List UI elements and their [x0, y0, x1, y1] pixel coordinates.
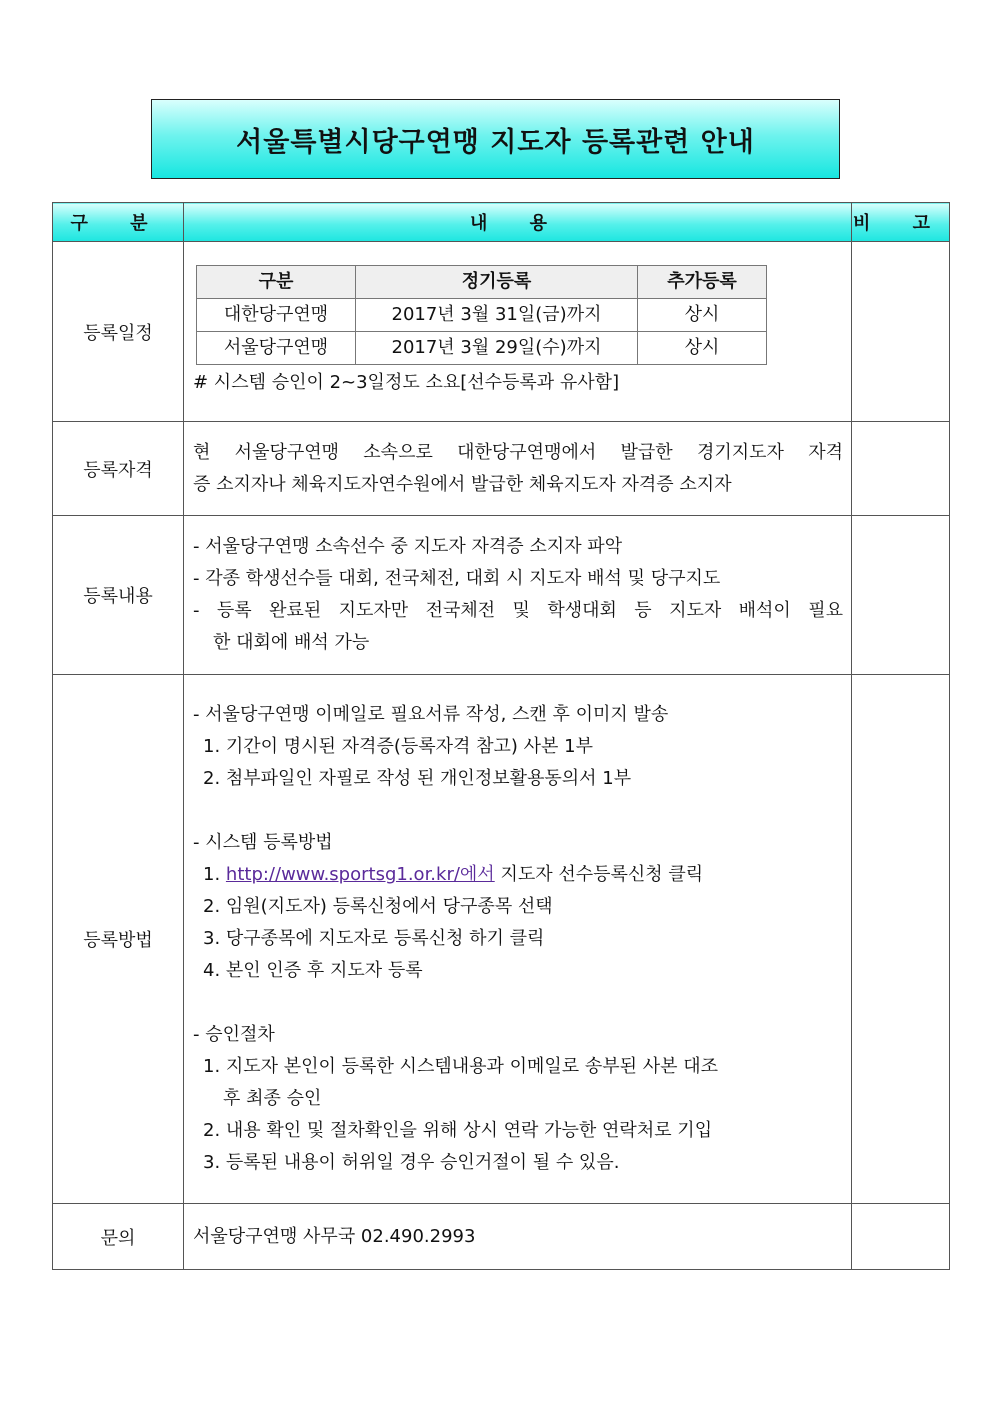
header-category: 구 분 — [53, 203, 184, 242]
list-item: 4. 본인 인증 후 지도자 등록 — [203, 960, 423, 981]
list-item: 한 대회에 배석 가능 — [213, 632, 370, 653]
schedule-row: 서울당구연맹 2017년 3월 29일(수)까지 상시 — [197, 331, 767, 364]
method-email-title: - 서울당구연맹 이메일로 필요서류 작성, 스캔 후 이미지 발송 — [193, 704, 669, 725]
row-schedule — [53, 242, 950, 422]
method-approval-title: - 승인절차 — [193, 1024, 275, 1045]
label-content: 등록내용 — [53, 516, 184, 675]
remark-schedule — [852, 242, 950, 422]
row-method — [53, 675, 950, 1204]
list-item: 3. 등록된 내용이 허위일 경우 승인거절이 될 수 있음. — [203, 1152, 620, 1173]
page-title: 서울특별시당구연맹 지도자 등록관련 안내 — [236, 126, 755, 158]
schedule-th-category: 구분 — [197, 265, 356, 298]
label-inquiry: 문의 — [53, 1204, 184, 1270]
label-qualification: 등록자격 — [53, 422, 184, 516]
info-table — [52, 202, 950, 1270]
row-qualification — [53, 422, 950, 516]
row-content — [53, 516, 950, 675]
schedule-table — [196, 265, 767, 365]
header-row — [53, 203, 950, 242]
sportsg1-link[interactable]: http://www.sportsg1.or.kr/에서 — [225, 864, 495, 885]
list-item: 2. 첨부파일인 자필로 작성 된 개인정보활용동의서 1부 — [203, 768, 632, 789]
list-item: 1. 지도자 본인이 등록한 시스템내용과 이메일로 송부된 사본 대조 — [203, 1056, 719, 1077]
list-item: - 등록 완료된 지도자만 전국체전 및 학생대회 등 지도자 배석이 필요 — [193, 600, 843, 621]
list-item: 3. 당구종목에 지도자로 등록신청 하기 클릭 — [203, 928, 545, 949]
row-inquiry — [53, 1204, 950, 1270]
label-method: 등록방법 — [53, 675, 184, 1204]
schedule-row: 대한당구연맹 2017년 3월 31일(금)까지 상시 — [197, 298, 767, 331]
qualification-content: 현 서울당구연맹 소속으로 대한당구연맹에서 발급한 경기지도자 자격 증 소지자나 체육지도자연수원에서 발급한 체육지도자 자격증 소지자 — [184, 422, 852, 516]
remark-content — [852, 516, 950, 675]
remark-method — [852, 675, 950, 1204]
inquiry-content: 서울당구연맹 사무국 02.490.2993 — [184, 1204, 852, 1270]
schedule-th-additional: 추가등록 — [638, 265, 767, 298]
header-content: 내 용 — [184, 203, 852, 242]
method-system-title: - 시스템 등록방법 — [193, 832, 333, 853]
remark-qualification — [852, 422, 950, 516]
title-banner — [151, 99, 840, 179]
list-item: 1. 기간이 명시된 자격증(등록자격 참고) 사본 1부 — [203, 736, 593, 757]
list-item: 1. http://www.sportsg1.or.kr/에서 지도자 선수등록신청 클릭 — [203, 864, 704, 885]
content-list — [184, 516, 852, 675]
label-schedule: 등록일정 — [53, 242, 184, 422]
schedule-th-regular: 정기등록 — [356, 265, 638, 298]
list-item: 2. 임원(지도자) 등록신청에서 당구종목 선택 — [203, 896, 553, 917]
list-item: 2. 내용 확인 및 절차확인을 위해 상시 연락 가능한 연락처로 기입 — [203, 1120, 713, 1141]
list-item: - 서울당구연맹 소속선수 중 지도자 자격증 소지자 파악 — [193, 536, 623, 557]
list-item: - 각종 학생선수들 대회, 전국체전, 대회 시 지도자 배석 및 당구지도 — [193, 568, 721, 589]
header-remark: 비 고 — [852, 203, 950, 242]
remark-inquiry — [852, 1204, 950, 1270]
schedule-note: # 시스템 승인이 2~3일정도 소요[선수등록과 유사함] — [193, 371, 620, 393]
method-content — [184, 675, 852, 1204]
list-item: 후 최종 승인 — [223, 1088, 322, 1109]
schedule-content — [184, 242, 852, 422]
